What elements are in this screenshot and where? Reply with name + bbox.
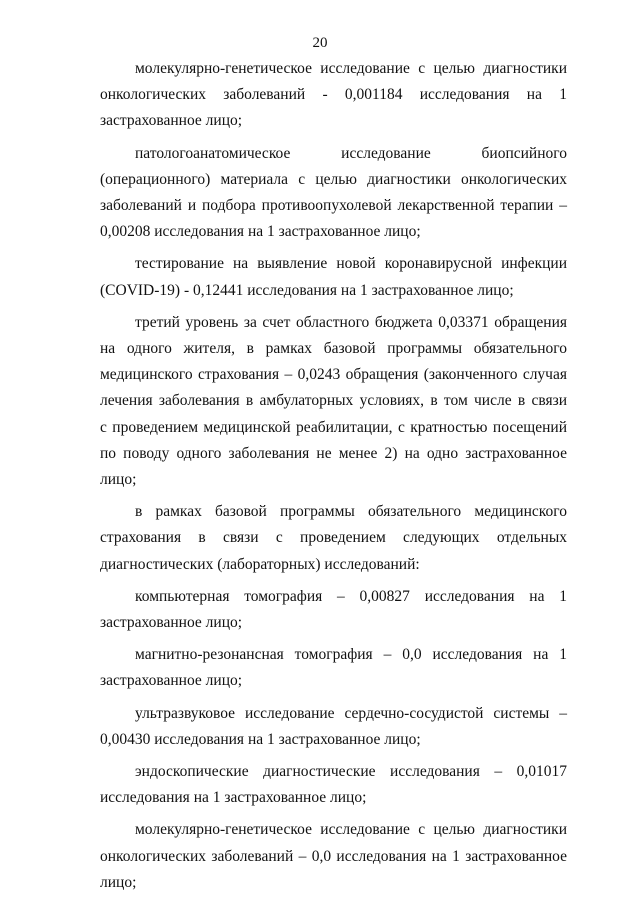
paragraph [100, 56, 567, 135]
text-line: лицо; [100, 873, 137, 891]
text-line: страхования в связи с проведением следующих отдельных [100, 529, 567, 547]
text-line: ультразвуковое исследование сердечно-сосудистой системы – [135, 704, 567, 722]
text-line: патологоанатомическое исследование биопсийного [135, 144, 567, 162]
text-line: лечения заболевания в амбулаторных условиях, в том числе в связи [100, 392, 567, 410]
paragraph [100, 817, 567, 896]
text-line: (COVID-19) - 0,12441 исследования на 1 застрахованное лицо; [100, 281, 514, 299]
text-line: застрахованное лицо; [100, 112, 243, 130]
text-line: 0,00208 исследования на 1 застрахованное лицо; [100, 223, 421, 241]
text-line: в рамках базовой программы обязательного медицинского [135, 503, 567, 521]
text-line: заболеваний и подбора противоопухолевой лекарственной терапии – [100, 197, 567, 215]
paragraph [100, 701, 567, 753]
text-line: застрахованное лицо; [100, 614, 243, 632]
text-line: по поводу одного заболевания не менее 2) на одно застрахованное лицо; [100, 444, 567, 489]
text-line: (операционного) материала с целью диагностики онкологических [100, 170, 567, 188]
page-number: 20 [312, 35, 328, 51]
text-line: медицинского страхования – 0,0243 обращения (законченного случая [100, 366, 567, 384]
paragraph [100, 499, 567, 578]
text-line: на одного жителя, в рамках базовой программы обязательного [100, 340, 567, 358]
text-line: эндоскопические диагностические исследования – 0,01017 [135, 763, 567, 781]
text-line: третий уровень за счет областного бюджета 0,03371 обращения [135, 313, 567, 331]
paragraph [100, 251, 567, 303]
text-line: застрахованное лицо; [100, 672, 243, 690]
text-line: с проведением медицинской реабилитации, с кратностью посещений [100, 418, 567, 436]
text-line: онкологических заболеваний - 0,001184 исследования на 1 [100, 86, 567, 104]
text-line: 0,00430 исследования на 1 застрахованное лицо; [100, 730, 421, 748]
paragraph [100, 310, 567, 493]
text-line: магнитно-резонансная томография – 0,0 исследования на 1 [135, 646, 567, 664]
text-line: молекулярно-генетическое исследование с целью диагностики [135, 821, 567, 839]
text-line: компьютерная томография – 0,00827 исследования на 1 [135, 587, 567, 605]
paragraph [100, 141, 567, 246]
text-line: исследования на 1 застрахованное лицо; [100, 789, 367, 807]
document-body [100, 56, 567, 902]
text-line: онкологических заболеваний – 0,0 исследования на 1 застрахованное [100, 847, 567, 865]
paragraph [100, 759, 567, 811]
paragraph [100, 584, 567, 636]
text-line: тестирование на выявление новой коронавирусной инфекции [135, 255, 567, 273]
text-line: диагностических (лабораторных) исследований: [100, 555, 420, 573]
paragraph [100, 642, 567, 694]
text-line: молекулярно-генетическое исследование с целью диагностики [135, 60, 567, 77]
